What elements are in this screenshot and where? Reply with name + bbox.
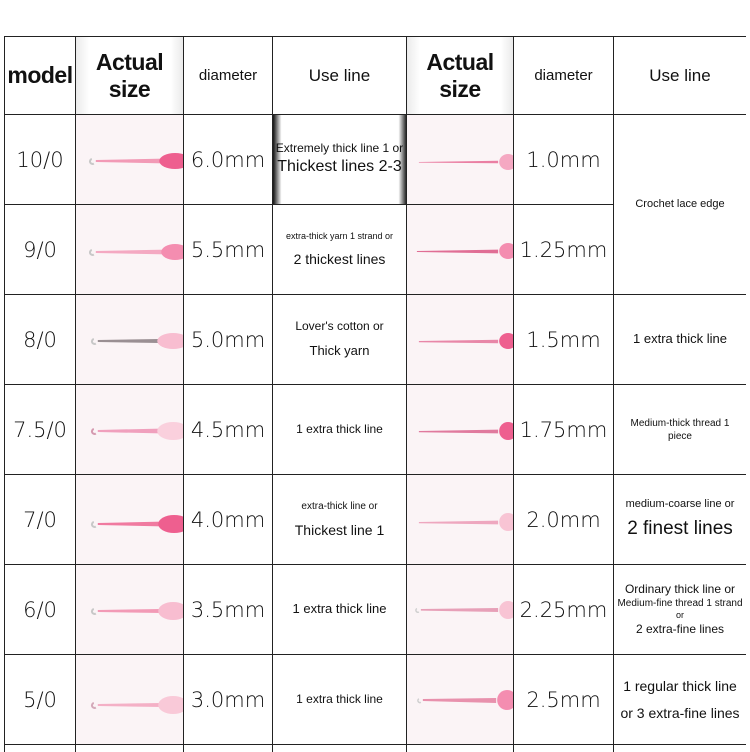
large-hook-photo — [76, 385, 184, 475]
large-hook-photo — [76, 565, 184, 655]
crochet-hook-large-icon — [76, 656, 183, 744]
diameter-large-cell: 4.0mm — [184, 475, 273, 565]
use-line-small-cell — [614, 655, 747, 745]
model-cell: 7/0 — [5, 475, 76, 565]
use-line-text: Lover's cotton or — [273, 319, 406, 335]
diameter-large-cell: 5.0mm — [184, 295, 273, 385]
crochet-hook-small-icon — [407, 566, 513, 654]
use-line-large-cell — [273, 295, 407, 385]
use-line-text: Crochet lace edge — [614, 197, 746, 211]
use-line-text: 2 thickest lines — [273, 250, 406, 268]
use-line-text: 1 regular thick line — [614, 677, 746, 695]
header-diameter-large: diameter — [184, 37, 273, 115]
use-line-text: Extremely thick line 1 or — [273, 141, 406, 157]
small-hook-photo — [407, 565, 514, 655]
large-hook-photo — [76, 475, 184, 565]
use-line-text: Thickest line 1 — [273, 521, 406, 539]
table-row — [5, 295, 747, 385]
model-cell: 10/0 — [5, 115, 76, 205]
header-actual-size-small: Actual size — [407, 37, 514, 115]
small-hook-photo — [407, 475, 514, 565]
table-row — [5, 475, 747, 565]
use-line-large-cell — [273, 385, 407, 475]
table-row — [5, 385, 747, 475]
small-hook-photo — [407, 655, 514, 745]
large-hook-photo — [76, 205, 184, 295]
diameter-small-cell: 1.75mm — [514, 385, 614, 475]
model-cell: 6/0 — [5, 565, 76, 655]
small-hook-photo — [407, 115, 514, 205]
diameter-small-cell: 2.0mm — [514, 475, 614, 565]
use-line-large-cell — [273, 475, 407, 565]
table-header-row — [5, 37, 747, 115]
diameter-small-cell: 2.25mm — [514, 565, 614, 655]
use-line-small-cell — [614, 565, 747, 655]
large-hook-photo — [76, 295, 184, 385]
use-line-large-cell — [273, 565, 407, 655]
small-hook-photo — [407, 205, 514, 295]
header-use-line-large: Use line — [273, 37, 407, 115]
model-cell: 5/0 — [5, 655, 76, 745]
use-line-text: piece — [614, 430, 746, 443]
large-hook-photo — [76, 655, 184, 745]
crochet-hook-large-icon — [76, 566, 183, 654]
header-actual-size-large: Actual size — [76, 37, 184, 115]
use-line-text: 1 extra thick line — [273, 692, 406, 708]
crochet-hook-large-icon — [76, 476, 183, 564]
crochet-hook-large-icon — [76, 116, 183, 204]
crochet-hook-small-icon — [407, 386, 513, 474]
diameter-large-cell: 3.0mm — [184, 655, 273, 745]
diameter-small-cell: 2.5mm — [514, 655, 614, 745]
use-line-text: Thickest lines 2-3 — [273, 157, 406, 178]
use-line-text: Thick yarn — [273, 343, 406, 360]
use-line-text: extra-thick line or — [273, 500, 406, 513]
use-line-text: medium-coarse line or — [614, 497, 746, 511]
use-line-text: 2 finest lines — [614, 517, 746, 542]
crochet-hook-small-icon — [407, 116, 513, 204]
large-hook-photo — [76, 115, 184, 205]
use-line-text: extra-thick yarn 1 strand or — [273, 231, 406, 243]
table-row — [5, 655, 747, 745]
crochet-hook-large-icon — [76, 206, 183, 294]
diameter-large-cell: 3.5mm — [184, 565, 273, 655]
use-line-small-merged-cell — [614, 115, 747, 295]
use-line-large-cell — [273, 655, 407, 745]
diameter-small-cell: 1.5mm — [514, 295, 614, 385]
use-line-small-cell — [614, 385, 747, 475]
model-cell: 9/0 — [5, 205, 76, 295]
crochet-hook-large-icon — [76, 386, 183, 474]
use-line-text: Medium-fine thread 1 strand — [614, 597, 746, 610]
use-line-text: Ordinary thick line or — [614, 582, 746, 598]
use-line-text: 1 extra thick line — [273, 422, 406, 438]
use-line-text: 1 extra thick line — [273, 601, 406, 618]
use-line-large-cell — [273, 205, 407, 295]
table-row-cutoff — [5, 745, 747, 752]
model-cell: 8/0 — [5, 295, 76, 385]
table-row — [5, 565, 747, 655]
hook-size-sheet — [4, 36, 746, 752]
crochet-hook-small-icon — [407, 476, 513, 564]
diameter-large-cell: 6.0mm — [184, 115, 273, 205]
header-use-line-small: Use line — [614, 37, 747, 115]
crochet-hook-small-icon — [407, 296, 513, 384]
use-line-small-cell — [614, 475, 747, 565]
use-line-large-cell — [273, 115, 407, 205]
header-model: model — [5, 37, 76, 115]
crochet-hook-large-icon — [76, 296, 183, 384]
diameter-large-cell: 5.5mm — [184, 205, 273, 295]
hook-size-table — [4, 36, 746, 752]
crochet-hook-small-icon — [407, 656, 513, 744]
small-hook-photo — [407, 385, 514, 475]
table-row — [5, 115, 747, 205]
diameter-large-cell: 4.5mm — [184, 385, 273, 475]
header-diameter-small: diameter — [514, 37, 614, 115]
diameter-small-cell: 1.0mm — [514, 115, 614, 205]
use-line-text: or — [614, 610, 746, 622]
use-line-text: 2 extra-fine lines — [614, 622, 746, 638]
crochet-hook-small-icon — [407, 206, 513, 294]
use-line-text: 1 extra thick line — [614, 331, 746, 348]
diameter-small-cell: 1.25mm — [514, 205, 614, 295]
model-cell: 7.5/0 — [5, 385, 76, 475]
use-line-text: or 3 extra-fine lines — [614, 704, 746, 722]
use-line-small-cell — [614, 295, 747, 385]
small-hook-photo — [407, 295, 514, 385]
use-line-text: Medium-thick thread 1 — [614, 417, 746, 430]
